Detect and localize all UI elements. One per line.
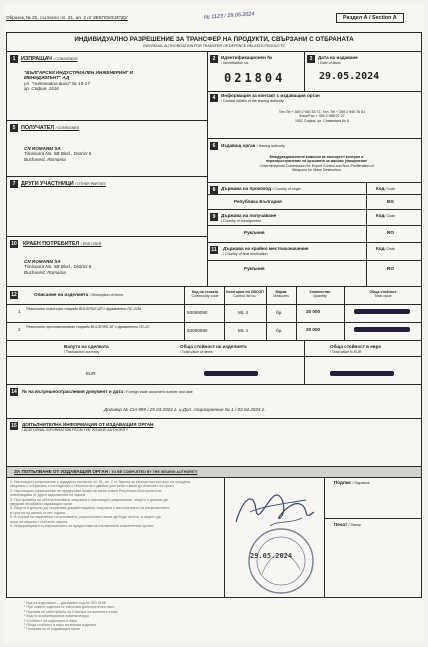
stamp-label: Печат / Stamp <box>334 522 361 527</box>
title-en: INDIVIDUAL AUTHORIZATION FOR TRANSFER OF DEFENCE RELATED PRODUCTS <box>143 44 285 48</box>
official-stamp <box>244 526 318 596</box>
section-label: Раздел А / Section A <box>336 13 404 23</box>
field-8-label: Държава на произход / Country of origin <box>221 186 301 191</box>
field-15-number: 15 <box>11 423 17 429</box>
field-14-number: 14 <box>11 389 17 395</box>
form-reference: Образец № 25, съгласно чл. 31, ал. 2 от ЗЕКПОИСИПДУ <box>6 15 128 20</box>
items-header-quantity: Количество Quantity <box>309 290 331 299</box>
footnotes: ¹ Код на изделията — двубуквен код по ISO 3166 ² При повече изделия се използва допълнителен лист ³ Посочва се категорията по Списъка на военните стоки ⁴ Код по комбинираната номенклатура ⁵ Стойност на изделията в евро ⁶ Обща стойност в евро на всички изделия ⁷ Попълва се от издаващия орган <box>24 601 118 632</box>
title-bg: ИНДИВИДУАЛНО РАЗРЕШЕНИЕ ЗА ТРАНСФЕР НА ПРОДУКТИ, СВЪРЗАНИ С ОТБРАНАТА <box>74 36 354 43</box>
country-of-consignment-code: RO <box>387 230 394 235</box>
total-items-label-en: / Total value of items <box>180 350 213 354</box>
field-12-number: 12 <box>11 292 17 298</box>
identification-number: 021804 <box>224 71 286 85</box>
consignor-address: "БЪЛГАРСКИ ИНДУСТРИАЛЕН ИНЖЕНЕРИНГ И МЕНИДЖМЪНТ" АД ул. "Антонивна вили" № 15-17 гр. София, 1616 <box>24 70 133 92</box>
field-6-number: 6 <box>210 142 218 150</box>
handwritten-reference: № 1123 / 29.05.2024 <box>203 11 255 21</box>
item-category: ML 4 <box>238 310 249 315</box>
field-2-number: 2 <box>210 55 218 63</box>
field-11-label: Държава на крайно местоназначение <box>223 246 309 251</box>
total-eur-label-en: / Total value in EUR <box>330 350 362 354</box>
field-15-label: ДОПЪЛНИТЕЛНА ИНФОРМАЦИЯ ОТ ИЗДАВАЩИЯ ОРГАН <box>22 422 154 427</box>
item-category: ML 4 <box>238 328 249 333</box>
signature-label: Подпис / Signature <box>334 480 370 485</box>
field-14-label: № на вътрешноотраслевия документ и дата / Foreign trade document number and date <box>22 389 193 394</box>
item-quantity: 20 000 <box>306 309 321 314</box>
items-header-code: Код на стоката Commodity code <box>191 290 219 299</box>
field-4-number: 4 <box>210 94 218 102</box>
consignee-address: CN ROMARM SA Timisoara No. 5B Blvd., District 6 Bucharest, Romania <box>24 146 92 162</box>
field-4-label-en: / Contact details of the issuing authority <box>221 99 284 103</box>
country-of-consignment: Румъния <box>244 230 265 235</box>
country-of-origin: Република България <box>234 199 282 204</box>
currency-label: Валута на сделката <box>64 344 109 349</box>
field-8-number: 8 <box>210 186 218 194</box>
field-11-label-en: / Country of final destination <box>223 252 268 256</box>
trade-document: Договор № CIA 999 / 25.03.2024 г. и Доп. споразумение № 1 / 03.04.2024 г. <box>104 407 266 412</box>
transaction-currency: EUR <box>86 371 96 376</box>
items-header-category: Категория по СВСОП Control list no. <box>226 290 264 299</box>
country-of-final-destination: Румъния <box>244 266 265 271</box>
issuing-authority-contact: Тел.Tel + 359 2 940 35 71; Тел. Tel + 359 2 940 76 81 Факс/Fax + 359 2 988 07 27 1052 София, ул. Славянска № 8 <box>278 110 366 123</box>
field-9-label-en: / Country of consignment <box>221 219 261 223</box>
field-11-code-label: Код/ Code <box>376 246 396 251</box>
field-1-label: ИЗПРАЩАЧ / CONSIGNOR <box>21 56 78 62</box>
field-11-number: 11 <box>211 247 217 253</box>
items-header-total: Обща стойност Total value <box>369 290 397 299</box>
item-commodity-code: 93069090 <box>187 328 208 333</box>
item-description: Реактивни противотанкови снаряди BULSPIKE-AT с фрагменти ПС-22 <box>26 325 150 329</box>
field-3-number: 3 <box>307 55 315 63</box>
field-4-label: Информация за контакт с издаващия орган <box>221 93 320 98</box>
items-header-unit: Мярка Measures <box>273 290 289 299</box>
items-header-description: Описание на изделията / Description of items <box>34 292 124 297</box>
redacted-value <box>354 309 410 314</box>
field-2-label: Идентификационен № <box>221 55 273 60</box>
item-unit: бр. <box>276 328 283 333</box>
issuing-authority-name: Междуведомствена комисия за експортен контрол и неразпространение на оръжията за масово унищожение / Interministerial Commission for Export Control and Non-Proliferation of Weapons for Mass Destruction <box>259 155 374 173</box>
permit-page: Образец № 25, съгласно чл. 31, ал. 2 от ЗЕКПОИСИПДУ № 1123 / 29.05.2024 Раздел А / Section A ИНДИВИДУАЛНО РАЗРЕШЕНИЕ ЗА ТРАНСФЕР НА ПРОДУКТИ, СВЪРЗАНИ С ОТБРАНАТА INDIVIDUAL AUTHORIZATION FOR TRANSFER OF DEFENCE RELATED PRODUCTS 1 ИЗПРАЩАЧ / CONSIGNOR "БЪЛГАРСКИ ИНДУСТРИАЛЕН ИНЖЕНЕРИНГ И МЕНИДЖМЪНТ" АД ул. "Антонивна вили" № 15-17 гр. София, 1616 2 Идентификационен № / Identification no. 021804 3 Дата на издаване / Date of issue 29.05.2024 4 Информация за контакт с издаващия орган / Contact details of the issuing authority Тел.Tel + 359 2 940 35 71; Тел. Tel + 359 2 940 76 81 Факс/Fax + 359 2 988 07 27 1052 София, ул. Славянска № 8 5 ПОЛУЧАТЕЛ / CONSIGNEE CN ROMARM SA Timisoara No. 5B Blvd., District 6 Bucharest, Romania 6 Издаващ орган / Issuing authority Междуведомствена комисия за експортен контрол и неразпространение на оръжията за масово унищожение / Interministerial Commission for Export Control and Non-Proliferation of Weapons for Mass Destruction 7 ДРУГИ УЧАСТНИЦИ / OTHER PARTIES 8 Държава на произход / Country of origin Код/ Code Република България BG 9 Държава на получаване / Country of consignment Код/ Code Румъния RO 10 КРАЕН ПОТРЕБИТЕЛ / END USER CN ROMARM SA Timisoara No. 5B Blvd., District 6 Bucharest, Romania 11 Държава на крайно местоназначение / Country of final destination Код/ Code Румъния RO 12 Описание на изделията / Description of items Код на стоката Commodity code Категория по СВСОП Control list no. Мярка Measures Количество Quantity Обща стойност Total value 1 Реактивни осколъчни снаряди BULSPIKE-AP с фрагменти ПС-22М 93069090 ML 4 бр. 20 000 2 Реактивни противотанкови снаряди BULSPIKE-AT с фрагменти ПС-22 93069090 ML 4 бр. 20 000 Валута на сделката / Transaction currency Обща стойност на изделията / Total value of items Обща стойност в евро / Total value in EUR EUR 14 № на вътрешноотраслевия документ и дата / Foreign trade document number and date Договор № CIA 999 / 25.03.2024 г. и Доп. споразумение № 1 / 03.04.2024 г. 15 ДОПЪЛНИТЕЛНА ИНФОРМАЦИЯ ОТ ИЗДАВАЩИЯ ОРГАН / ADDITIONAL INFORMATION FROM THE ISSUING AUTHORITY ЗА ПОПЪЛВАНЕ ОТ ИЗДАВАЩИЯ ОРГАН / TO BE COMPLETED BY THE ISSUING AUTHORITY 1. Настоящото разрешение е издадено съгласно чл. 31, ал. 2 от Закона за експортния контрол на продукти, свързани с отбраната, и на изделия и технологии с двойна употреба и важи до изтичане на срока 2. Настоящото разрешение не предоставя право на износ извън Република България и не освобождава от други задължения по закона 3. При промяна на обстоятелствата, свързани с настоящото разрешение, лицето е длъжно да уведоми незабавно издаващия орган 4. Лицето е длъжно да съхранява документацията, свързана с изпълнението на разрешението, в срок не по-малък от пет години 5. В случай на нарушение на условията, разрешението може да бъде отнето, а лицето да носи отговорност съгласно закона 6. Информацията в разрешението се предоставя на съответните компетентни органи Подпис / Signature Печат / Stamp 29.05.2024 ¹ Код на изделията — двубуквен код по ISO 3166 ² При повече изделия се използва допълнителен лист ³ Посочва се категорията по Списъка на военните стоки ⁴ Код по комбинираната номенклатура ⁵ Стойност на изделията в евро ⁶ Обща стойност в евро на всички изделия ⁷ Попълва се от издаващия орган <box>4 4 424 643</box>
field-10-number: 10 <box>11 241 17 247</box>
item-description: Реактивни осколъчни снаряди BULSPIKE-AP с фрагменти ПС-22М <box>26 307 141 311</box>
total-items-label: Обща стойност на изделията <box>180 344 247 349</box>
field-5-number: 5 <box>10 124 18 132</box>
field-16-label: ЗА ПОПЪЛВАНЕ ОТ ИЗДАВАЩИЯ ОРГАН / TO BE COMPLETED BY THE ISSUING AUTHORITY <box>14 469 198 474</box>
country-of-final-destination-code: RO <box>387 266 394 271</box>
item-unit: бр. <box>276 310 283 315</box>
field-10-label: КРАЕН ПОТРЕБИТЕЛ / END USER <box>23 241 102 247</box>
field-7-number: 7 <box>10 180 18 188</box>
redacted-value <box>354 327 410 332</box>
field-2-label-en: / Identification no. <box>221 61 250 65</box>
field-9-label: Държава на получаване <box>221 213 277 218</box>
redacted-value <box>330 371 394 376</box>
field-9-code-label: Код/ Code <box>376 213 396 218</box>
end-user-address: CN ROMARM SA Timisoara No. 5B Blvd., District 6 Bucharest, Romania <box>24 259 92 275</box>
stamp-date: 29.05.2024 <box>250 552 293 560</box>
field-15-label-en: / ADDITIONAL INFORMATION FROM THE ISSUING AUTHORITY <box>22 428 129 432</box>
field-6-label: Издаващ орган / Issuing authority <box>221 143 285 148</box>
total-eur-label: Обща стойност в евро <box>330 344 382 349</box>
redacted-value <box>204 371 258 376</box>
currency-label-en: / Transaction currency <box>64 350 100 354</box>
field-1-number: 1 <box>10 55 18 63</box>
field-3-label-en: / Date of issue <box>318 61 341 65</box>
field-9-number: 9 <box>210 213 218 221</box>
field-8-code-label: Код/ Code <box>376 186 396 191</box>
field-7-label: ДРУГИ УЧАСТНИЦИ / OTHER PARTIES <box>21 181 106 187</box>
date-of-issue: 29.05.2024 <box>319 71 380 82</box>
country-of-origin-code: BG <box>387 199 394 204</box>
item-quantity: 20 000 <box>306 327 321 332</box>
item-commodity-code: 93069090 <box>187 310 208 315</box>
field-3-label: Дата на издаване <box>318 55 358 60</box>
conditions-text: 1. Настоящото разрешение е издадено съгласно чл. 31, ал. 2 от Закона за експортния контрол на продукти, свързани с отбраната, и на изделия и технологии с двойна употреба и важи до изтичане на срока 2. Настоящото разрешение не предоставя право на износ извън Република България и не освобождава от други задължения по закона 3. При промяна на обстоятелствата, свързани с настоящото разрешение, лицето е длъжно да уведоми незабавно издаващия орган 4. Лицето е длъжно да съхранява документацията, свързана с изпълнението на разрешението, в срок не по-малък от пет години 5. В случай на нарушение на условията, разрешението може да бъде отнето, а лицето да носи отговорност съгласно закона 6. Информацията в разрешението се предоставя на съответните компетентни органи <box>10 480 191 529</box>
field-5-label: ПОЛУЧАТЕЛ / CONSIGNEE <box>21 125 80 131</box>
